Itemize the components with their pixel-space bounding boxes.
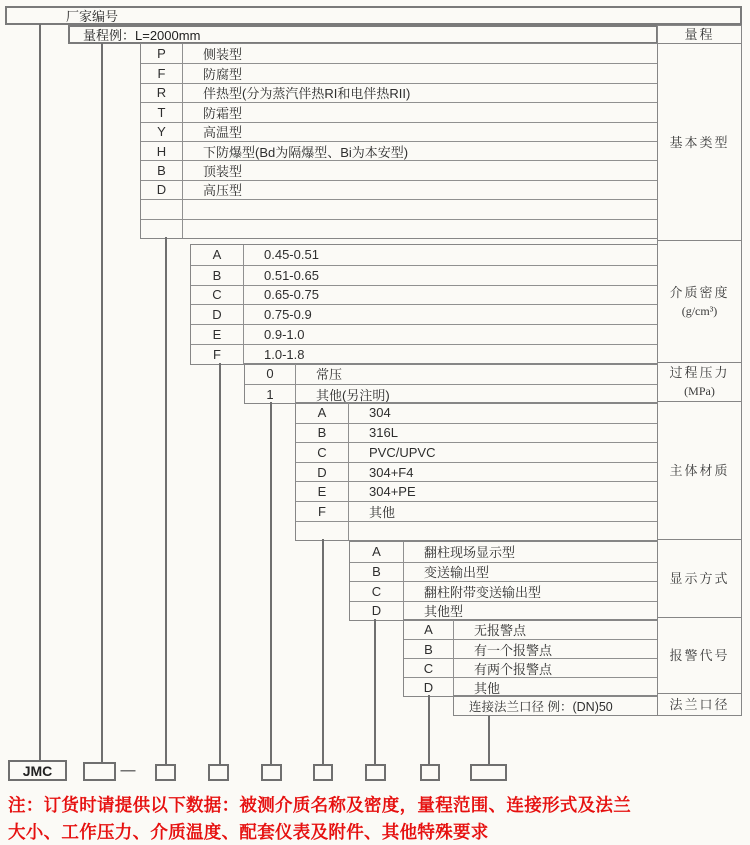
table-row <box>141 102 657 121</box>
table-row <box>404 620 657 639</box>
code-cell: E <box>191 325 244 344</box>
code-cell: C <box>296 443 349 462</box>
description-cell: 顶装型 <box>203 164 243 180</box>
code-cell: F <box>191 345 244 364</box>
connector-line-density <box>219 363 221 765</box>
code-cell: P <box>141 44 183 63</box>
side-label-display-mode <box>658 540 741 619</box>
description-cell: 1.0-1.8 <box>264 346 305 362</box>
blank-code-box-material <box>313 764 333 781</box>
code-cell: D <box>141 181 183 199</box>
description-cell: 0.45-0.51 <box>264 247 319 263</box>
code-cell: D <box>191 305 244 324</box>
side-label-process-pressure <box>658 363 741 402</box>
code-cell: T <box>141 103 183 121</box>
code-cell: A <box>404 620 454 639</box>
side-label-range <box>658 26 741 44</box>
table-row <box>350 601 657 621</box>
table-row <box>141 83 657 102</box>
side-label-display-text: 显示方式 <box>669 570 730 586</box>
table-row <box>191 344 657 364</box>
blank-code-box-pressure <box>261 764 282 781</box>
medium-density-table <box>190 244 658 365</box>
table-row <box>296 521 657 541</box>
factory-code-box <box>5 6 742 25</box>
code-cell: B <box>296 424 349 443</box>
description-cell: 常压 <box>316 367 343 383</box>
side-label-density-line2: (g/cm³) <box>681 303 718 318</box>
side-label-material-text: 主体材质 <box>669 462 730 478</box>
connector-line-pressure <box>270 402 272 765</box>
table-row <box>404 658 657 677</box>
description-cell: 其他 <box>369 504 396 520</box>
code-cell: A <box>350 542 404 562</box>
side-label-pressure-line1: 过程压力 <box>669 364 730 380</box>
description-cell: 0.9-1.0 <box>264 327 305 343</box>
table-row <box>350 562 657 582</box>
blank-code-box-range <box>83 762 116 781</box>
code-cell: B <box>141 161 183 179</box>
side-label-flange-size <box>658 694 741 715</box>
description-cell: 有一个报警点 <box>474 642 553 658</box>
description-cell: 翻柱现场显示型 <box>424 545 516 561</box>
side-label-medium-density <box>658 241 741 363</box>
code-cell <box>296 522 349 541</box>
table-row <box>245 364 657 384</box>
code-cell: E <box>296 482 349 501</box>
table-row <box>191 265 657 285</box>
code-cell: 1 <box>245 385 296 404</box>
range-example-label: 量程例：L=2000mm <box>83 28 201 43</box>
code-cell: B <box>191 266 244 285</box>
table-row <box>296 423 657 443</box>
blank-code-box-flange <box>470 764 507 781</box>
description-cell: 0.65-0.75 <box>264 287 319 303</box>
code-cell: C <box>350 582 404 601</box>
table-row <box>191 324 657 344</box>
description-cell: 防腐型 <box>203 67 243 83</box>
connector-line-alarm <box>428 695 430 765</box>
table-row <box>141 141 657 160</box>
side-label-body-material <box>658 402 741 540</box>
connector-line-basic <box>165 237 167 765</box>
description-cell: PVC/UPVC <box>369 444 436 460</box>
description-cell: 变送输出型 <box>424 565 490 581</box>
side-label-flange-text: 法兰口径 <box>669 697 730 713</box>
flange-size-label: 连接法兰口径 例：(DN)50 <box>469 699 613 714</box>
description-cell: 其他(另注明) <box>316 387 390 403</box>
description-cell: 304+PE <box>369 484 416 500</box>
table-row <box>191 285 657 305</box>
separator-dash-text: — <box>120 761 136 779</box>
code-cell: 0 <box>245 364 296 384</box>
table-row <box>404 639 657 658</box>
code-cell: C <box>191 286 244 305</box>
blank-code-box-density <box>208 764 229 781</box>
side-label-basic-type-text: 基本类型 <box>669 134 730 150</box>
description-cell: 0.75-0.9 <box>264 307 312 323</box>
side-label-alarm-text: 报警代号 <box>669 648 730 664</box>
description-cell: 高压型 <box>203 183 243 199</box>
table-row <box>296 403 657 423</box>
table-row <box>141 63 657 82</box>
table-row <box>404 677 657 696</box>
table-row <box>296 481 657 501</box>
description-cell: 0.51-0.65 <box>264 267 319 283</box>
side-label-alarm-code <box>658 618 741 694</box>
description-cell: 翻柱附带变送输出型 <box>424 584 542 600</box>
table-row <box>245 384 657 404</box>
code-cell: C <box>404 659 454 677</box>
blank-code-box-basic <box>155 764 176 781</box>
description-cell: 其他 <box>474 680 501 696</box>
code-cell: A <box>191 245 244 265</box>
process-pressure-table <box>244 363 658 404</box>
flange-size-row <box>453 695 658 716</box>
table-row <box>296 442 657 462</box>
code-cell: R <box>141 84 183 102</box>
order-note-line-2: 大小、工作压力、介质温度、配套仪表及附件、其他特殊要求 <box>8 822 489 842</box>
blank-code-box-alarm <box>420 764 440 781</box>
description-cell: 其他型 <box>424 604 464 620</box>
description-cell: 316L <box>369 425 398 441</box>
code-cell: Y <box>141 123 183 141</box>
description-cell: 侧装型 <box>203 47 243 63</box>
table-row <box>296 501 657 521</box>
description-cell: 防霜型 <box>203 105 243 121</box>
table-row <box>350 581 657 601</box>
description-cell: 下防爆型(Bd为隔爆型、Bi为本安型) <box>203 144 409 160</box>
model-prefix-text: JMC <box>22 762 53 779</box>
connector-line-flange <box>488 716 490 765</box>
table-row <box>141 44 657 63</box>
table-row <box>191 245 657 265</box>
code-cell: D <box>404 678 454 696</box>
order-note-line-1: 注：订货时请提供以下数据：被测介质名称及密度，量程范围、连接形式及法兰 <box>8 795 631 815</box>
description-cell: 有两个报警点 <box>474 661 553 677</box>
description-cell: 无报警点 <box>474 623 527 638</box>
table-row <box>191 304 657 324</box>
code-cell: F <box>296 502 349 521</box>
code-cell: H <box>141 142 183 160</box>
alarm-code-table <box>403 619 658 697</box>
code-cell <box>141 200 183 218</box>
blank-code-box-display <box>365 764 386 781</box>
code-cell: F <box>141 64 183 82</box>
connector-line-material <box>322 539 324 765</box>
table-row <box>296 462 657 482</box>
table-row <box>350 542 657 562</box>
basic-type-table <box>140 43 658 239</box>
table-row <box>141 122 657 141</box>
connector-line-display <box>374 619 376 765</box>
code-cell <box>141 220 183 238</box>
code-cell: D <box>296 463 349 482</box>
side-label-range-text: 量程 <box>684 27 715 42</box>
display-mode-table <box>349 541 658 621</box>
description-cell: 304+F4 <box>369 464 414 480</box>
description-cell: 伴热型(分为蒸汽伴热RI和电伴热RII) <box>203 86 411 102</box>
connector-line-range <box>101 43 103 763</box>
connector-line-factory <box>39 24 41 761</box>
code-cell: B <box>350 563 404 582</box>
side-label-pressure-line2: (MPa) <box>684 383 715 398</box>
code-cell: B <box>404 640 454 658</box>
category-label-column <box>657 25 742 716</box>
side-label-density-line1: 介质密度 <box>669 284 730 300</box>
description-cell: 304 <box>369 405 391 421</box>
table-row <box>141 160 657 179</box>
table-row <box>141 219 657 238</box>
range-example-box <box>68 25 658 44</box>
code-cell: A <box>296 403 349 423</box>
separator-dash <box>118 761 138 779</box>
factory-code-label: 厂家编号 <box>66 9 119 24</box>
side-label-basic-type <box>658 44 741 241</box>
body-material-table <box>295 402 658 541</box>
model-prefix-box <box>8 760 67 781</box>
description-cell: 高温型 <box>203 125 243 141</box>
code-cell: D <box>350 602 404 621</box>
table-row <box>141 199 657 218</box>
table-row <box>141 180 657 199</box>
